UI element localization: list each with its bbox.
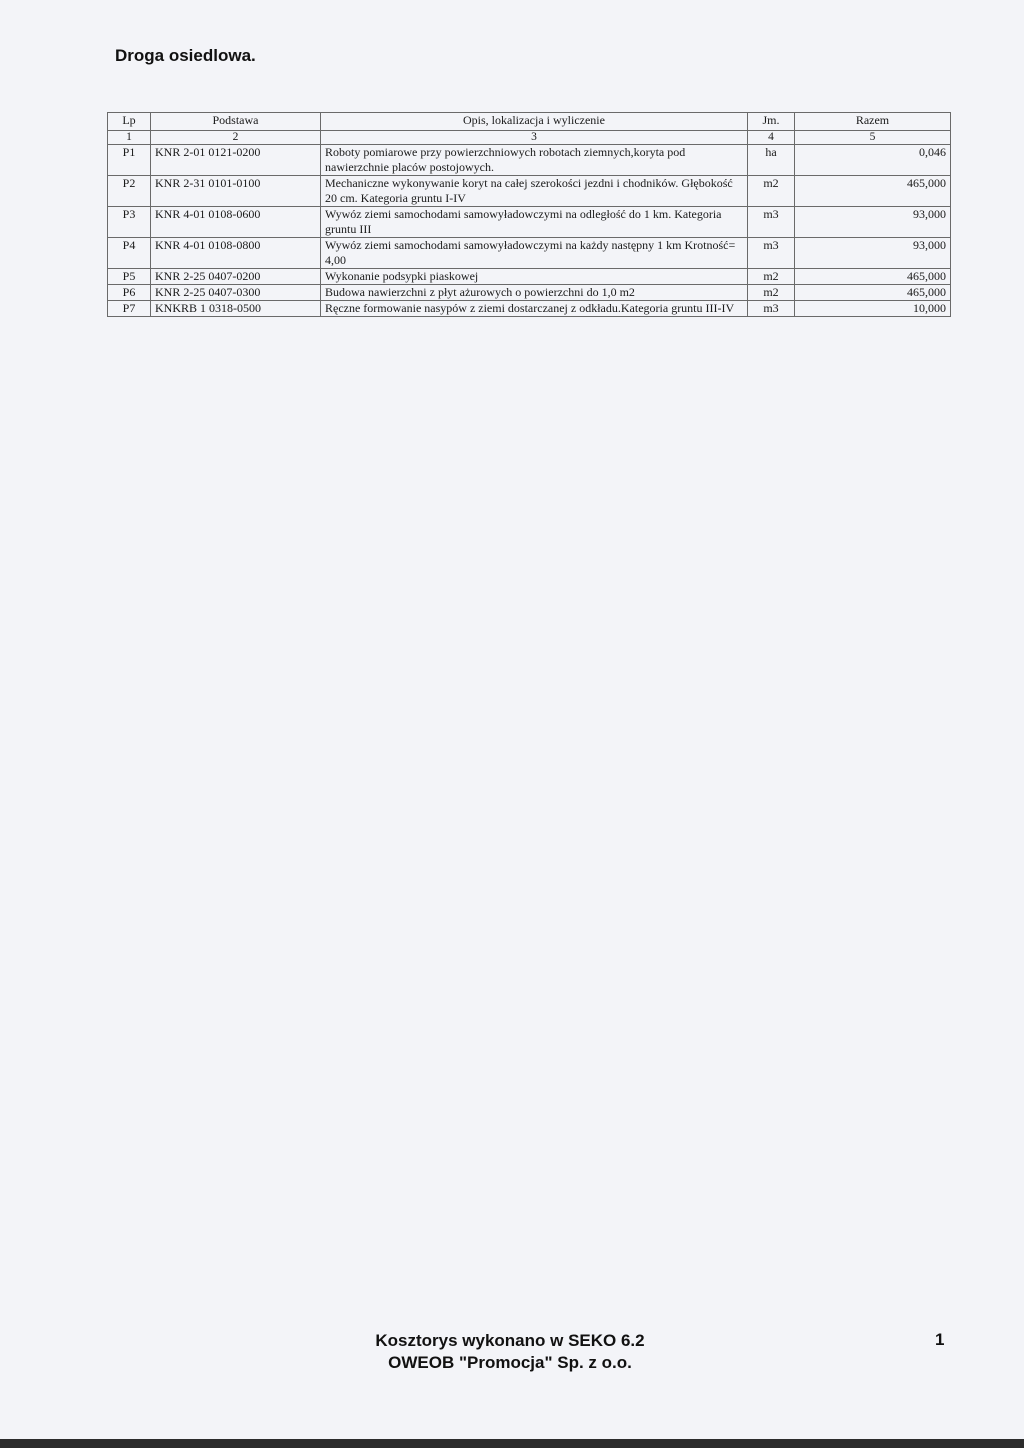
cell-opis: Roboty pomiarowe przy powierzchniowych robotach ziemnych,koryta pod nawierzchnie placów postojowych. — [321, 145, 748, 176]
cost-table-container — [107, 112, 950, 317]
cell-opis: Wywóz ziemi samochodami samowyładowczymi na odległość do 1 km. Kategoria gruntu III — [321, 207, 748, 238]
table-row — [108, 207, 951, 238]
cell-razem: 465,000 — [795, 269, 951, 285]
header-lp: Lp — [108, 113, 151, 131]
cell-lp: P3 — [108, 207, 151, 238]
column-number: 5 — [795, 131, 951, 145]
cell-jm: m2 — [748, 269, 795, 285]
cell-opis: Wywóz ziemi samochodami samowyładowczymi na każdy następny 1 km Krotność= 4,00 — [321, 238, 748, 269]
table-row — [108, 269, 951, 285]
table-row — [108, 176, 951, 207]
cell-podstawa: KNR 2-31 0101-0100 — [151, 176, 321, 207]
column-number: 3 — [321, 131, 748, 145]
cell-opis: Mechaniczne wykonywanie koryt na całej szerokości jezdni i chodników. Głębokość 20 cm. Kategoria gruntu I-IV — [321, 176, 748, 207]
column-number: 2 — [151, 131, 321, 145]
cell-jm: m2 — [748, 285, 795, 301]
cost-table — [107, 112, 951, 317]
header-razem: Razem — [795, 113, 951, 131]
header-opis: Opis, lokalizacja i wyliczenie — [321, 113, 748, 131]
cell-jm: m3 — [748, 207, 795, 238]
header-jm: Jm. — [748, 113, 795, 131]
column-number: 4 — [748, 131, 795, 145]
cell-podstawa: KNR 4-01 0108-0600 — [151, 207, 321, 238]
cell-lp: P2 — [108, 176, 151, 207]
table-row — [108, 301, 951, 317]
cell-jm: m3 — [748, 238, 795, 269]
table-row — [108, 238, 951, 269]
cell-podstawa: KNR 2-25 0407-0300 — [151, 285, 321, 301]
cell-razem: 93,000 — [795, 238, 951, 269]
cell-podstawa: KNKRB 1 0318-0500 — [151, 301, 321, 317]
cell-opis: Wykonanie podsypki piaskowej — [321, 269, 748, 285]
cell-opis: Ręczne formowanie nasypów z ziemi dostarczanej z odkładu.Kategoria gruntu III-IV — [321, 301, 748, 317]
cell-podstawa: KNR 2-01 0121-0200 — [151, 145, 321, 176]
cell-razem: 0,046 — [795, 145, 951, 176]
column-number-row — [108, 131, 951, 145]
cell-lp: P1 — [108, 145, 151, 176]
cell-jm: m2 — [748, 176, 795, 207]
cell-podstawa: KNR 2-25 0407-0200 — [151, 269, 321, 285]
footer-publisher-line: OWEOB "Promocja" Sp. z o.o. — [388, 1353, 632, 1372]
cell-razem: 10,000 — [795, 301, 951, 317]
cell-lp: P6 — [108, 285, 151, 301]
footer — [300, 1330, 720, 1374]
cell-lp: P4 — [108, 238, 151, 269]
scan-bottom-edge — [0, 1439, 1024, 1448]
table-header-row — [108, 113, 951, 131]
cell-lp: P7 — [108, 301, 151, 317]
header-podstawa: Podstawa — [151, 113, 321, 131]
cell-lp: P5 — [108, 269, 151, 285]
table-row — [108, 145, 951, 176]
cell-razem: 93,000 — [795, 207, 951, 238]
column-number: 1 — [108, 131, 151, 145]
cell-razem: 465,000 — [795, 176, 951, 207]
footer-software-line: Kosztorys wykonano w SEKO 6.2 — [375, 1331, 645, 1350]
cell-razem: 465,000 — [795, 285, 951, 301]
cell-jm: m3 — [748, 301, 795, 317]
table-row — [108, 285, 951, 301]
cell-jm: ha — [748, 145, 795, 176]
page-number: 1 — [935, 1330, 945, 1349]
cell-opis: Budowa nawierzchni z płyt ażurowych o powierzchni do 1,0 m2 — [321, 285, 748, 301]
cell-podstawa: KNR 4-01 0108-0800 — [151, 238, 321, 269]
page-title: Droga osiedlowa. — [115, 46, 256, 65]
